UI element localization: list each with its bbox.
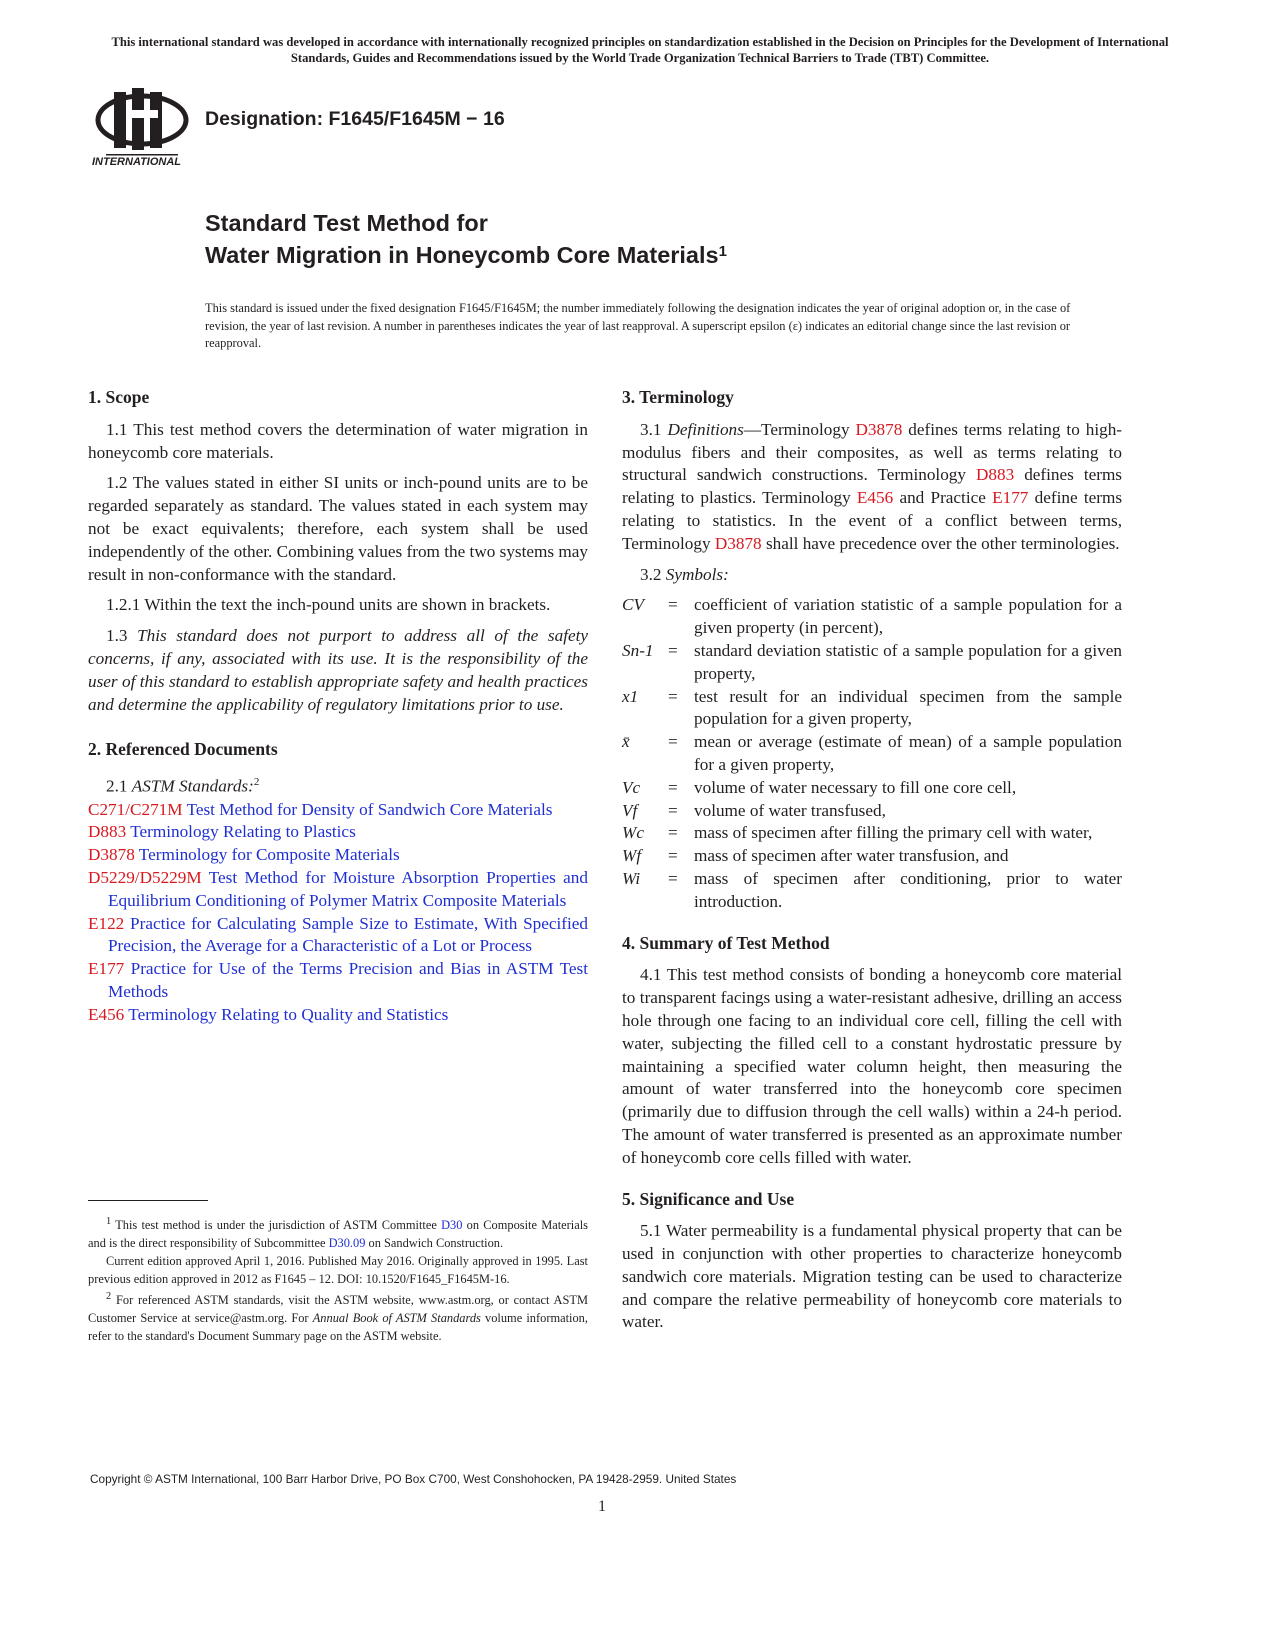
terminology-3-2 <box>622 564 1122 587</box>
scope-1-2-1: 1.2.1 Within the text the inch-pound units are shown in brackets. <box>106 595 551 615</box>
fn2-text-a: For referenced ASTM standards, visit the ASTM website, www.astm.org, or contact ASTM Customer Service at service@astm.org. For <box>88 1293 588 1326</box>
symbol-desc: standard deviation statistic of a sample population for a given property, <box>694 640 1122 683</box>
symbol-row <box>622 594 1122 640</box>
symbol-equals: = <box>668 823 678 843</box>
ref-code[interactable]: D5229/D5229M <box>88 868 202 888</box>
title-footnote-mark: 1 <box>718 243 727 260</box>
symbol-equals: = <box>668 800 678 820</box>
symbol-row <box>622 822 1122 845</box>
title-line2-text: Water Migration in Honeycomb Core Materials <box>205 242 719 268</box>
footnote-1 <box>88 1213 588 1253</box>
t32-num: 3.2 <box>640 564 662 584</box>
symbol-desc: test result for an individual specimen from the sample population for a given property, <box>694 686 1122 729</box>
ref-sub-mark: 2 <box>253 776 260 789</box>
ref-sub-num: 2.1 <box>106 776 128 796</box>
footnote-2 <box>88 1288 588 1346</box>
footnotes <box>88 1213 588 1346</box>
ref-item[interactable] <box>88 867 588 913</box>
t31-dash: — <box>743 419 762 439</box>
scope-1-3-num: 1.3 <box>106 626 128 646</box>
footnote-rule <box>88 1200 208 1201</box>
summary-4-1: 4.1 This test method consists of bonding a honeycomb core material to transparent facings using a water-resistant adhesive, drilling an access hole through one facing to an individual core cell, filling the cell with water, subjecting the filled cell to a constant hydrostatic pressure by maintaining a specified water column height, then measuring the amount of water transferred into the honeycomb core specimen (primarily due to diffusion through the cell walls) within a 24-h period. The amount of water transferred is presented as an approximate number of honeycomb core cells filled with water. <box>622 965 1122 1167</box>
ref-item[interactable] <box>88 913 588 959</box>
fn1-link-d30[interactable]: D30 <box>441 1218 463 1233</box>
symbol-row <box>622 777 1122 800</box>
link-d883[interactable]: D883 <box>975 465 1015 485</box>
ref-title[interactable]: Practice for Calculating Sample Size to Estimate, With Specified Precision, the Average for a Characteristic of a Lot or Process <box>108 913 588 956</box>
symbol-equals: = <box>668 640 678 660</box>
link-e456[interactable]: E456 <box>856 488 894 508</box>
fn2-italic: Annual Book of ASTM Standards <box>312 1311 481 1326</box>
symbol: x1 <box>622 686 639 706</box>
referenced-heading: 2. Referenced Documents <box>88 739 278 760</box>
symbol: Sn-1 <box>622 640 654 660</box>
link-e177[interactable]: E177 <box>992 488 1029 508</box>
significance-5-1: 5.1 Water permeability is a fundamental physical property that can be used in conjunction with other properties to characterize honeycomb sandwich core materials. Migration testing can be used to characterize and compare the relative permeability of honeycomb core materials to water. <box>622 1221 1122 1332</box>
symbol-equals: = <box>668 732 678 752</box>
astm-standards-label <box>88 771 588 799</box>
astm-logo <box>88 84 196 174</box>
symbol: Vf <box>622 800 638 820</box>
t31-text: define terms relating to statistics. In the event of a conflict between terms, Terminology <box>622 488 1123 553</box>
t31-num: 3.1 <box>640 419 662 439</box>
title-line2 <box>205 239 727 271</box>
fn2-mark: 2 <box>106 1291 112 1303</box>
symbol-desc: mean or average (estimate of mean) of a sample population for a given property, <box>694 732 1122 774</box>
t31-text: shall have precedence over the other terminologies. <box>765 533 1120 553</box>
symbol-row <box>622 731 1122 777</box>
link-d3878[interactable]: D3878 <box>855 419 903 439</box>
t32-label: Symbols: <box>665 564 729 584</box>
ref-title[interactable]: Terminology Relating to Quality and Statistics <box>128 1004 449 1024</box>
ref-item[interactable] <box>88 1004 588 1027</box>
left-column <box>88 380 588 1027</box>
t31-text: defines terms relating to high-modulus fibers and their composites, as well as terms relating to structural sandwich constructions. Terminology <box>622 419 1123 485</box>
ref-code[interactable]: C271/C271M <box>88 799 183 819</box>
scope-1-1: 1.1 This test method covers the determination of water migration in honeycomb core materials. <box>88 419 588 462</box>
wto-notice: This international standard was developed in accordance with internationally recognized principles on standardization established in the Decision on Principles for the Development of International Standards, Guides and Recommendations issued by the World Trade Organization Technical Barriers to Trade (TBT) Committee. <box>111 35 1169 65</box>
symbol: CV <box>622 595 644 615</box>
issued-note: This standard is issued under the fixed designation F1645/F1645M; the number immediately following the designation indicates the year of original adoption or, in the case of revision, the year of last revision. A number in parentheses indicates the year of last reapproval. A superscript epsilon (ε) indicates an editorial change since the last revision or reapproval. <box>205 301 1071 351</box>
symbol-desc: mass of specimen after filling the primary cell with water, <box>694 823 1093 843</box>
fn1-text-c: on Sandwich Construction. <box>368 1235 504 1250</box>
title-line1: Standard Test Method for <box>205 210 488 236</box>
t31-label: Definitions <box>667 419 744 439</box>
fn1-link-d3009[interactable]: D30.09 <box>328 1235 366 1250</box>
ref-code[interactable]: D883 <box>88 822 127 842</box>
symbol-row <box>622 868 1122 914</box>
significance-heading: 5. Significance and Use <box>622 1188 795 1209</box>
symbol: Wi <box>622 868 641 888</box>
scope-1-3-text: This standard does not purport to address all of the safety concerns, if any, associated with its use. It is the responsibility of the user of this standard to establish appropriate safety and health practices and determine the applicability of regulatory limitations prior to use. <box>88 626 589 714</box>
symbol-equals: = <box>668 868 678 888</box>
ref-title[interactable]: Test Method for Density of Sandwich Core Materials <box>186 799 553 819</box>
symbol-desc: volume of water transfused, <box>694 800 886 820</box>
scope-1-3 <box>88 625 588 716</box>
symbol-desc: mass of specimen after water transfusion, and <box>694 846 1009 866</box>
ref-code[interactable]: E456 <box>88 1004 125 1024</box>
symbol-row <box>622 800 1122 823</box>
ref-item[interactable] <box>88 799 588 822</box>
t31-text: Terminology <box>761 419 850 439</box>
t31-text: and Practice <box>899 488 986 508</box>
symbol-equals: = <box>668 595 678 615</box>
symbol: x̄ <box>622 732 630 752</box>
symbol-desc: volume of water necessary to fill one core cell, <box>694 777 1017 797</box>
symbol-equals: = <box>668 777 678 797</box>
edition-note: Current edition approved April 1, 2016. Published May 2016. Originally approved in 1995. Last previous edition approved in 2012 as F1645 – 12. DOI: 10.1520/F1645_F1645M-16. <box>88 1253 588 1286</box>
link-d3878[interactable]: D3878 <box>714 533 762 553</box>
right-column <box>622 380 1122 1342</box>
scope-1-2: 1.2 The values stated in either SI units or inch-pound units are to be regarded separately as standard. The values stated in each system may not be exact equivalents; therefore, each system shall be used independently of the other. Combining values from the two systems may result in non-conformance with the standard. <box>88 473 588 584</box>
page-title <box>205 207 727 271</box>
symbol-equals: = <box>668 846 678 866</box>
summary-heading: 4. Summary of Test Method <box>622 932 830 953</box>
fn1-text-a: This test method is under the jurisdiction of ASTM Committee <box>115 1218 437 1233</box>
terminology-heading: 3. Terminology <box>622 387 734 407</box>
ref-title[interactable]: Test Method for Moisture Absorption Properties and Equilibrium Conditioning of Polymer Matrix Composite Materials <box>108 868 588 910</box>
ref-title[interactable]: Terminology Relating to Plastics <box>130 822 356 842</box>
terminology-3-1 <box>622 419 1122 556</box>
symbol-row <box>622 845 1122 868</box>
ref-title[interactable]: Practice for Use of the Terms Precision and Bias in ASTM Test Methods <box>108 959 589 1002</box>
fn1-text-b: on Composite Materials and is the direct responsibility of Subcommittee <box>88 1218 588 1250</box>
ref-code[interactable]: E177 <box>88 959 125 979</box>
fn2-text-b: volume information, refer to the standard's Document Summary page on the ASTM website. <box>88 1311 588 1344</box>
fn1-mark: 1 <box>106 1216 112 1227</box>
symbol-desc: coefficient of variation statistic of a sample population for a given property (in percent), <box>694 595 1122 638</box>
ref-code[interactable]: E122 <box>88 913 125 933</box>
symbol-desc: mass of specimen after conditioning, prior to water introduction. <box>694 868 1122 911</box>
ref-sub-label: ASTM Standards: <box>131 776 254 796</box>
symbol: Wc <box>622 823 644 843</box>
symbol: Vc <box>622 777 641 797</box>
designation: Designation: F1645/F1645M − 16 <box>205 108 505 130</box>
ref-item[interactable] <box>88 821 588 844</box>
logo-text: INTERNATIONAL <box>92 156 182 168</box>
page-number: 1 <box>598 1498 606 1515</box>
t31-text: defines terms relating to plastics. Terminology <box>622 465 1122 508</box>
ref-item[interactable] <box>88 844 588 867</box>
symbol-row <box>622 686 1122 732</box>
copyright: Copyright © ASTM International, 100 Barr Harbor Drive, PO Box C700, West Conshohocken, PA 19428-2959. United States <box>90 1472 737 1486</box>
symbol: Wf <box>622 846 642 866</box>
symbol-equals: = <box>668 686 678 706</box>
scope-heading: 1. Scope <box>88 387 150 407</box>
ref-code[interactable]: D3878 <box>88 845 135 865</box>
ref-title[interactable]: Terminology for Composite Materials <box>138 845 400 865</box>
symbol-row <box>622 640 1122 686</box>
ref-item[interactable] <box>88 958 588 1004</box>
